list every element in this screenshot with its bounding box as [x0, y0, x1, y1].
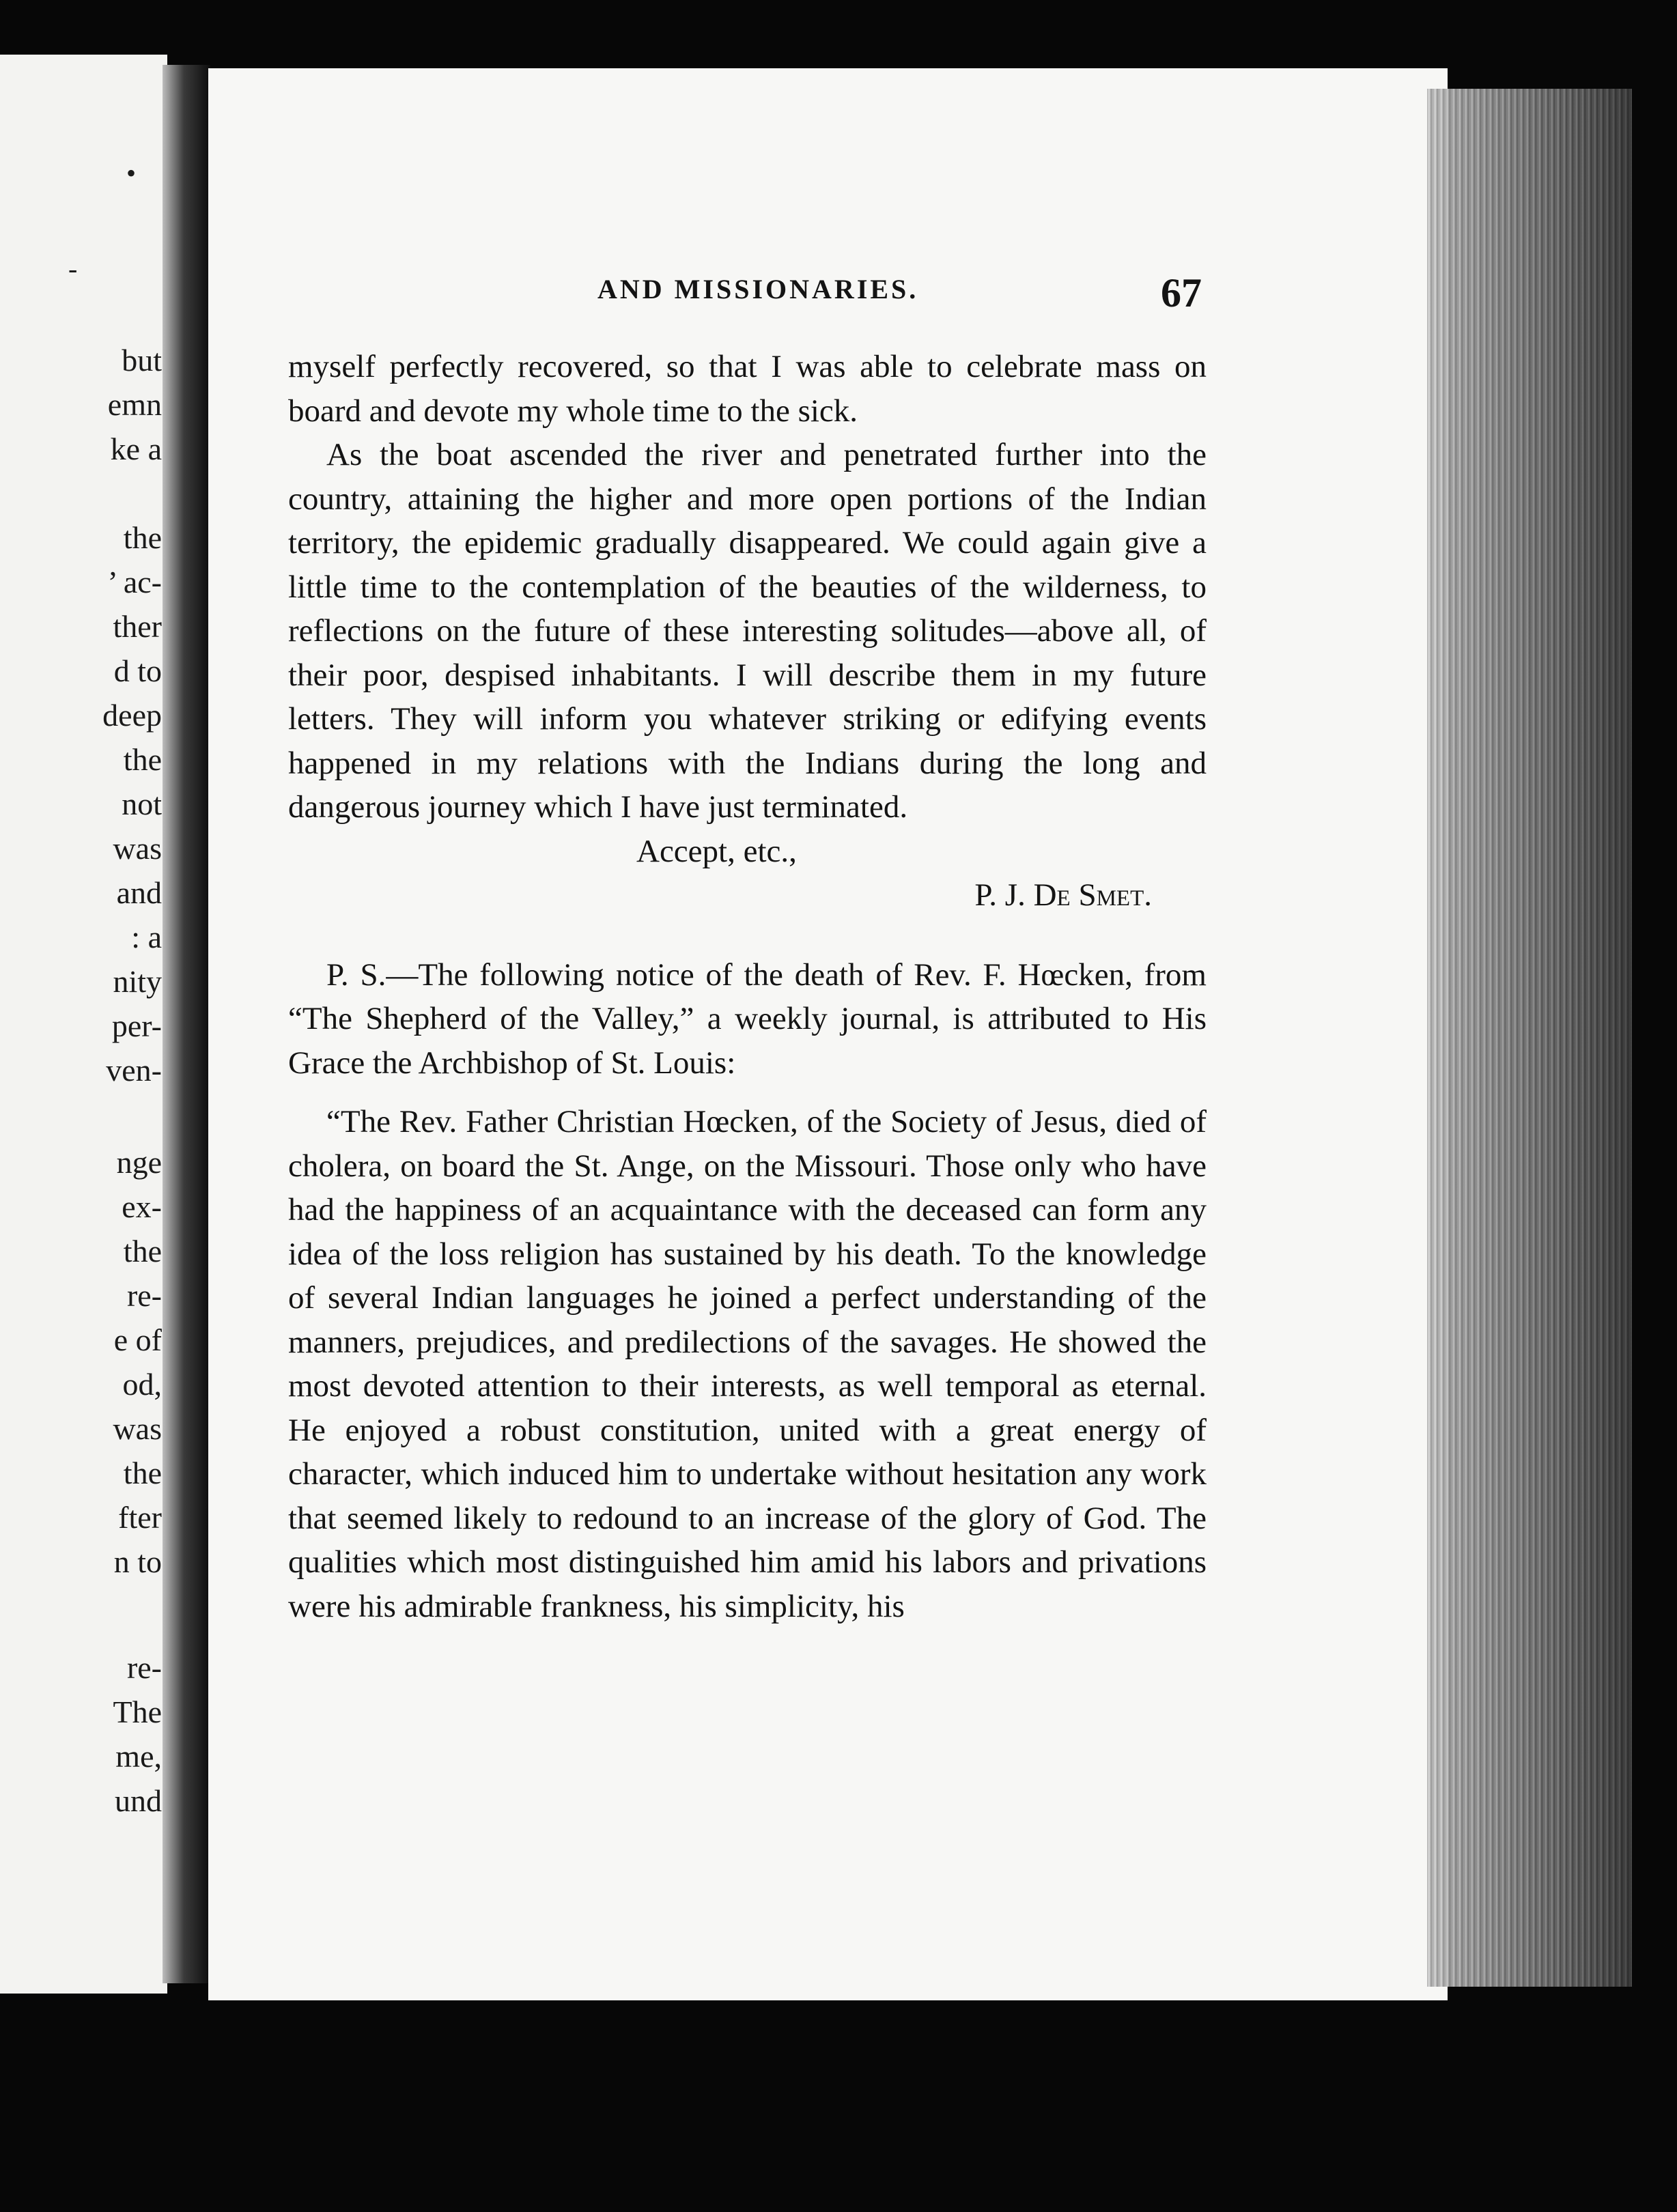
running-head: AND MISSIONARIES.	[597, 274, 919, 304]
facing-page-line: not	[122, 786, 162, 821]
facing-page-line: ther	[113, 609, 162, 644]
facing-page-line: per-	[111, 1008, 162, 1043]
letter-signature: P. J. De Smet.	[974, 877, 1152, 913]
body-text	[288, 345, 1207, 1628]
facing-page-line: the	[123, 742, 162, 777]
facing-page-line: od,	[122, 1367, 162, 1402]
paragraph-continuation: myself perfectly recovered, so that I was able to celebrate mass on board and devote my whole time to the sick.	[288, 349, 1207, 429]
facing-page-line: the	[123, 520, 162, 555]
ink-dash: -	[68, 253, 78, 284]
facing-page-line: and	[116, 875, 162, 910]
facing-page-line: ’ ac-	[107, 565, 162, 599]
quoted-obituary: “The Rev. Father Christian Hœcken, of the Society of Jesus, died of cholera, on board the St. Ange, on the Missouri. Those only who have had the happiness of an acquaintance with the deceased can form any idea of the loss religion has sustained by his death. To the knowledge of several Indian languages he joined a perfect understanding of the manners, prejudices, and predilections of the savages. He showed the most devoted attention to their interests, as well temporal as eternal. He enjoyed a robust constitution, united with a great energy of character, which induced him to undertake without hesitation any work that seemed likely to redound to an increase of the glory of God. The qualities which most distinguished him amid his labors and privations were his admirable frankness, his simplicity, his	[288, 1104, 1207, 1624]
facing-page-line: the	[123, 1234, 162, 1268]
facing-page-line: ex-	[122, 1189, 162, 1224]
postscript-paragraph: P. S.—The following notice of the death of Rev. F. Hœcken, from “The Shepherd of the Valley,” a weekly journal, is attributed to His Grace the Archbishop of St. Louis:	[288, 956, 1207, 1081]
facing-page-line: The	[113, 1695, 162, 1729]
page-number: 67	[1161, 270, 1202, 315]
facing-page-line: ven-	[106, 1053, 162, 1088]
facing-page-line: d to	[113, 653, 162, 688]
page-edges-shadow	[1427, 89, 1632, 1987]
facing-page-line: re-	[126, 1650, 162, 1685]
facing-page-line: nge	[116, 1145, 162, 1180]
facing-page-line: re-	[126, 1278, 162, 1313]
facing-page	[0, 55, 167, 1994]
facing-page-line: und	[115, 1783, 162, 1818]
book-gutter	[163, 65, 210, 1983]
paragraph-epidemic: As the boat ascended the river and penetrated further into the country, attaining the higher and more open portions of the Indian territory, the epidemic gradually disappeared. We could again give a little time to the contemplation of the beauties of the wilderness, to reflections on the future of these interesting solitudes—above all, of their poor, despised inhabitants. I will describe them in my future letters. They will inform you whatever striking or edifying events happened in my relations with the Indians during the long and dangerous journey which I have just terminated.	[288, 437, 1207, 825]
facing-page-line: was	[113, 1411, 162, 1446]
facing-page-line: me,	[115, 1739, 162, 1774]
facing-page-line: ke a	[110, 431, 162, 466]
facing-page-line: e of	[113, 1322, 162, 1357]
letter-closing: Accept, etc.,	[636, 833, 797, 869]
facing-page-line: n to	[113, 1544, 162, 1579]
facing-page-line: emn	[107, 387, 162, 422]
facing-page-line: but	[122, 343, 162, 378]
facing-page-line: the	[123, 1456, 162, 1490]
facing-page-line: deep	[102, 698, 162, 733]
facing-page-line: fter	[118, 1500, 162, 1535]
facing-page-line: was	[113, 831, 162, 866]
ink-dot: •	[126, 158, 137, 188]
facing-page-line: : a	[131, 920, 162, 954]
facing-page-line: nity	[113, 964, 162, 999]
